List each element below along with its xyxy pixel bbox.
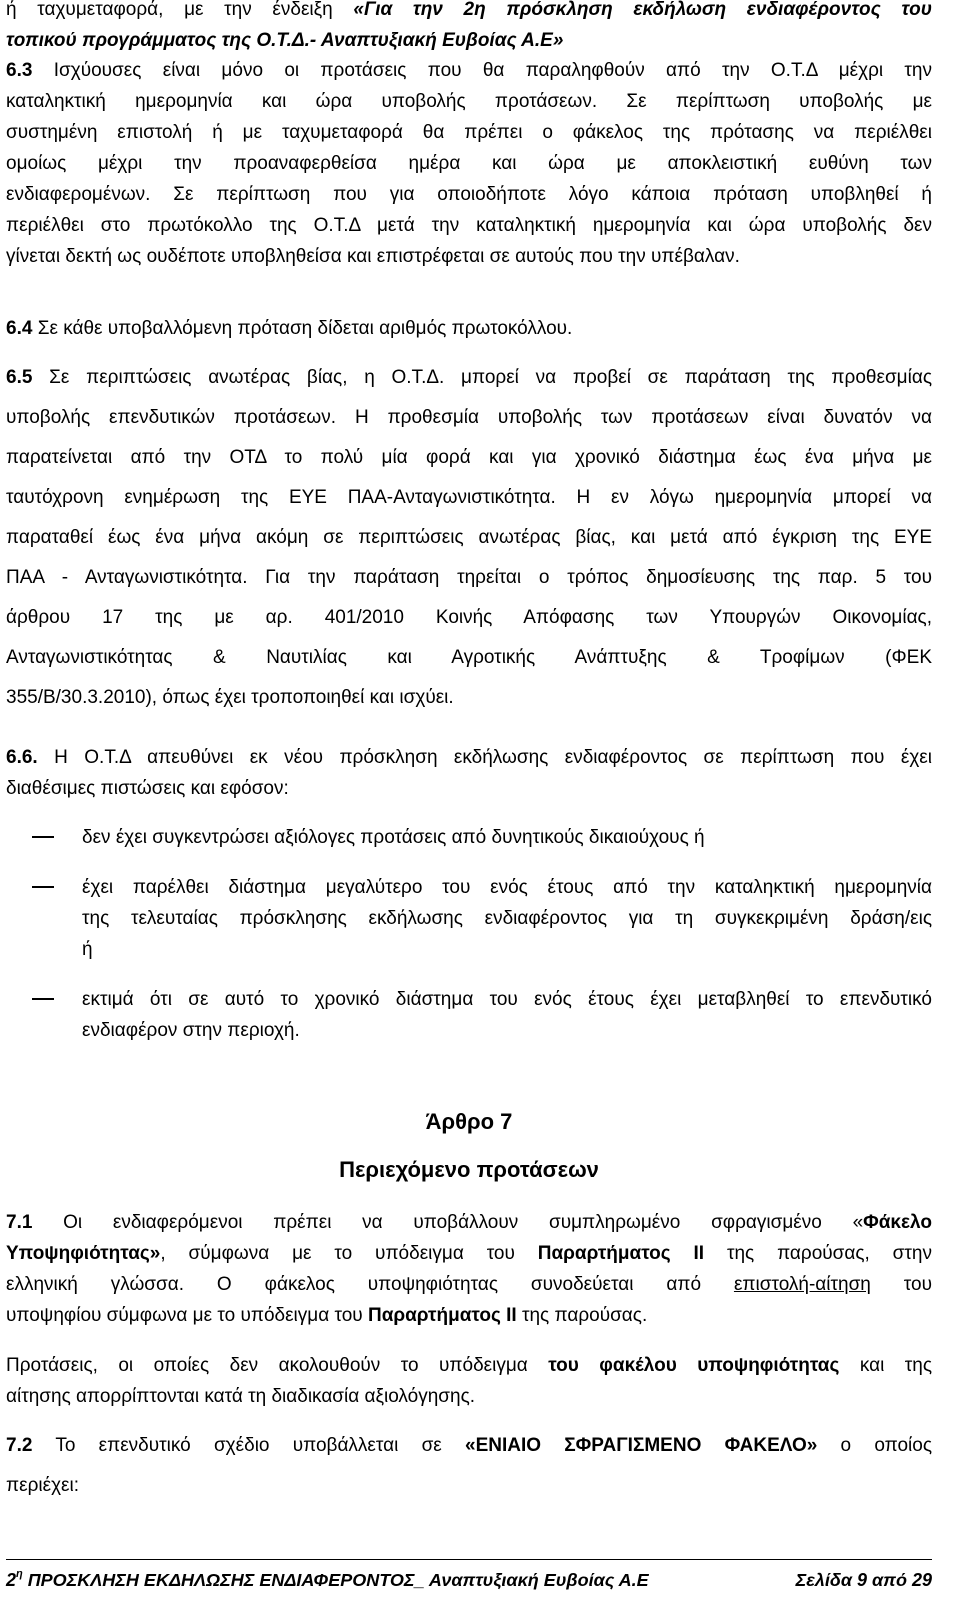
- page-number: Σελίδα 9 από 29: [795, 1570, 932, 1590]
- section-6-5: 6.5 Σε περιπτώσεις ανωτέρας βίας, η Ο.Τ.Δ. μπορεί να προβεί σε παράταση της προθεσμίας υποβολής επενδυτικών προτάσεων. Η προθεσμία υποβολής των προτάσεων είναι δυνατόν να παρατείνεται από την ΟΤΔ το πολύ μία φορά και για χρονικό διάστημα έως ένα μήνα με ταυτόχρονη ενημέρωση της ΕΥΕ ΠΑΑ-Ανταγωνιστικότητα. Η εν λόγω ημερομηνία μπορεί να παραταθεί έως ένα μήνα ακόμη σε περιπτώσεις ανωτέρας βίας, και μετά από έγκριση της ΕΥΕ ΠΑΑ - Ανταγωνιστικότητα. Για την παράταση τηρείται ο τρόπος δημοσίευσης της παρ. 5 του άρθρου 17 της με αρ. 401/2010 Κοινής Απόφασης των Υπουργών Οικονομίας, Ανταγωνιστικότητας & Ναυτιλίας και Αγροτικής Ανάπτυξης & Τροφίμων (ΦΕΚ 355/Β/30.3.2010), όπως έχει τροποποιηθεί και ισχύει.: [6, 367, 932, 708]
- footer-title: $2^\eta$ ΠΡΟΣΚΛΗΣΗ ΕΚΔΗΛΩΣΗΣ ΕΝΔΙΑΦΕΡΟΝΤΟΣ_ Αναπτυξιακή Ευβοίας Α.Ε: [6, 1568, 649, 1590]
- footer-divider: [6, 1559, 932, 1560]
- dash-bullet-icon: [32, 886, 54, 888]
- section-7-1-paragraph-2: Προτάσεις, οι οποίες δεν ακολουθούν το υπόδειγμα του φακέλου υποψηφιότητας και της αίτησης απορρίπτονται κατά τη διαδικασία αξιολόγησης.: [6, 1355, 932, 1407]
- section-6-3: 6.3 Ισχύουσες είναι μόνο οι προτάσεις που θα παραληφθούν από την Ο.Τ.Δ μέχρι την καταληκτική ημερομηνία και ώρα υποβολής προτάσεων. Σε περίπτωση υποβολής με συστημένη επιστολή ή με ταχυμεταφορά θα πρέπει ο φάκελος της πρότασης να περιέλθει ομοίως μέχρι την προαναφερθείσα ημέρα και ώρα με αποκλειστική ευθύνη των ενδιαφερομένων. Σε περίπτωση που για οποιοδήποτε λόγο κάποια πρόταση υποβληθεί ή περιέλθει στο πρωτόκολλο της Ο.Τ.Δ μετά την καταληκτική ημερομηνία και ώρα υποβολής δεν γίνεται δεκτή ως ουδέποτε υποβληθείσα και επιστρέφεται σε αυτούς που την υπέβαλαν.: [6, 60, 932, 267]
- dash-bullet-icon: [32, 998, 54, 1000]
- article-title: Άρθρο 7: [425, 1109, 513, 1134]
- section-6-4: 6.4 Σε κάθε υποβαλλόμενη πρόταση δίδεται αριθμός πρωτοκόλλου.: [6, 318, 573, 339]
- intro-paragraph: ή ταχυμεταφορά, με την ένδειξη «Για την 2η πρόσκληση εκδήλωση ενδιαφέροντος του τοπικού προγράμματος της Ο.Τ.Δ.- Αναπτυξιακή Ευβοίας Α.Ε»: [6, 0, 932, 51]
- list-item-text: εκτιμά ότι σε αυτό το χρονικό διάστημα του ενός έτους έχει μεταβληθεί το επενδυτικό ενδιαφέρον στην περιοχή.: [82, 989, 932, 1041]
- section-7-1: 7.1 Οι ενδιαφερόμενοι πρέπει να υποβάλλουν συμπληρωμένο σφραγισμένο «Φάκελο Υποψηφιότητας», σύμφωνα με το υπόδειγμα του Παραρτήματος ΙΙ της παρούσας, στην ελληνική γλώσσα. Ο φάκελος υποψηφιότητας συνοδεύεται από επιστολή-αίτηση του υποψηφίου σύμφωνα με το υπόδειγμα του Παραρτήματος ΙΙ της παρούσας.: [6, 1212, 932, 1326]
- article-subtitle: Περιεχόμενο προτάσεων: [339, 1157, 599, 1182]
- list-item-text: έχει παρέλθει διάστημα μεγαλύτερο του ενός έτους από την καταληκτική ημερομηνία της τελευταίας πρόσκλησης εκδήλωσης ενδιαφέροντος για τη συγκεκριμένη δράση/εις ή: [82, 877, 932, 960]
- list-item-text: δεν έχει συγκεντρώσει αξιόλογες προτάσεις από δυνητικούς δικαιούχους ή: [82, 827, 705, 848]
- section-6-6: 6.6. Η Ο.Τ.Δ απευθύνει εκ νέου πρόσκληση εκδήλωσης ενδιαφέροντος σε περίπτωση που έχει διαθέσιμες πιστώσεις και εφόσον:: [6, 747, 932, 799]
- section-7-2: 7.2 Το επενδυτικό σχέδιο υποβάλλεται σε «ΕΝΙΑΙΟ ΣΦΡΑΓΙΣΜΕΝΟ ΦΑΚΕΛΟ» ο οποίος περιέχει:: [6, 1435, 932, 1496]
- page-footer: [6, 1570, 932, 1594]
- dash-bullet-icon: [32, 836, 54, 838]
